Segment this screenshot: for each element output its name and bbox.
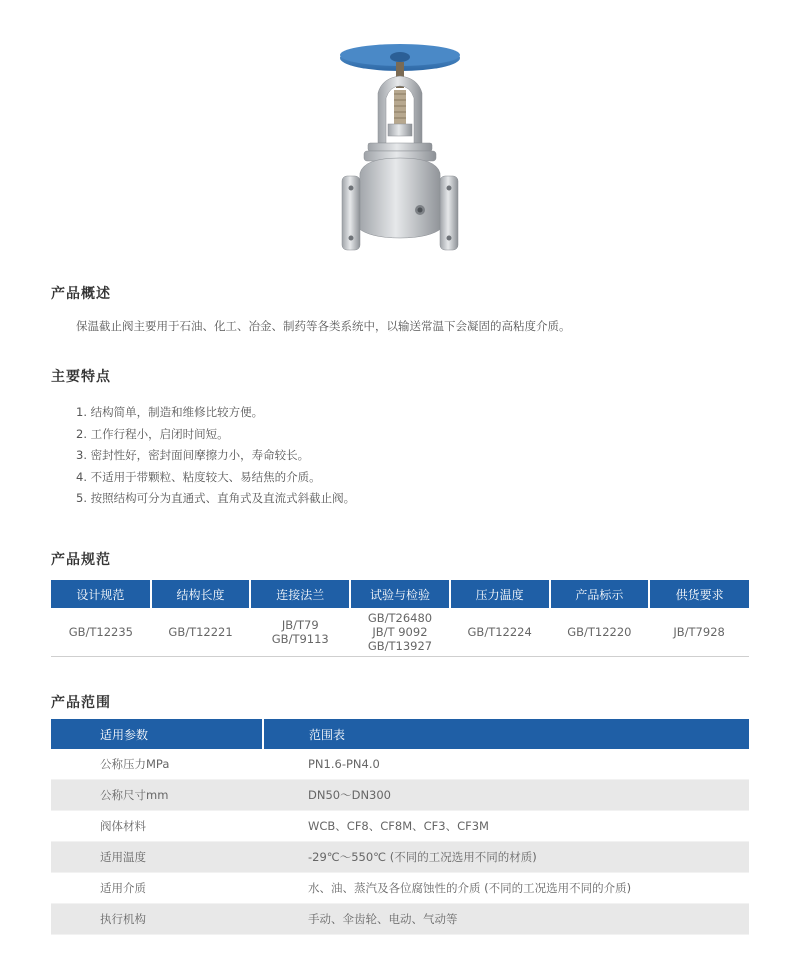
specs-title: 产品规范 xyxy=(51,552,111,568)
specs-header-flange: 连接法兰 xyxy=(250,580,350,608)
range-header-row xyxy=(51,719,749,749)
table-row xyxy=(51,904,749,935)
feature-item: 5. 按照结构可分为直通式、直角式及直流式斜截止阀。 xyxy=(76,491,356,505)
overview-title: 产品概述 xyxy=(51,286,111,302)
table-row xyxy=(51,811,749,842)
range-value: PN1.6-PN4.0 xyxy=(308,757,380,771)
specs-table xyxy=(51,580,749,657)
feature-item: 3. 密封性好，密封面间摩擦力小，寿命较长。 xyxy=(76,448,310,462)
specs-header-marking: 产品标示 xyxy=(550,580,650,608)
range-param: 执行机构 xyxy=(51,904,263,935)
specs-header-length: 结构长度 xyxy=(151,580,251,608)
range-value: 水、油、蒸汽及各位腐蚀性的介质 (不同的工况选用不同的介质) xyxy=(308,881,632,895)
spec-marking: GB/T12220 xyxy=(550,608,650,657)
range-header-param: 适用参数 xyxy=(51,719,263,749)
feature-item: 4. 不适用于带颗粒、粘度较大、易结焦的介质。 xyxy=(76,469,321,484)
spec-length: GB/T12221 xyxy=(151,608,251,657)
spec-pressure: GB/T12224 xyxy=(450,608,550,657)
range-param: 适用介质 xyxy=(100,881,146,895)
spec-test xyxy=(350,608,450,657)
specs-header-pressure: 压力温度 xyxy=(450,580,550,608)
spec-flange-line: JB/T79 xyxy=(281,618,319,632)
range-title: 产品范围 xyxy=(51,695,111,711)
range-param: 阀体材料 xyxy=(100,819,146,833)
features-list xyxy=(76,402,355,510)
specs-header-test: 试验与检验 xyxy=(350,580,450,608)
overview-text: 保温截止阀主要用于石油、化工、冶金、制药等各类系统中，以输送常温下会凝固的高粘度介质。 xyxy=(76,319,571,333)
table-row xyxy=(51,873,749,904)
table-row xyxy=(51,608,749,657)
spec-test-line: GB/T13927 xyxy=(367,639,433,653)
range-table xyxy=(51,719,749,935)
table-row xyxy=(51,780,749,811)
spec-flange-line: GB/T9113 xyxy=(271,632,329,646)
range-param: 公称尺寸mm xyxy=(51,780,263,811)
range-value: -29℃～550℃ (不同的工况选用不同的材质) xyxy=(263,842,749,873)
features-title: 主要特点 xyxy=(51,369,111,385)
table-row xyxy=(51,749,749,780)
globe-valve-image xyxy=(330,38,470,253)
range-value: WCB、CF8、CF8M、CF3、CF3M xyxy=(308,819,489,833)
range-param: 适用温度 xyxy=(51,842,263,873)
range-value: DN50～DN300 xyxy=(263,780,749,811)
spec-test-line: JB/T 9092 xyxy=(372,625,428,639)
specs-header-supply: 供货要求 xyxy=(649,580,749,608)
range-param: 公称压力MPa xyxy=(100,757,170,771)
range-value: 手动、伞齿轮、电动、气动等 xyxy=(263,904,749,935)
spec-flange xyxy=(250,608,350,657)
feature-item: 1. 结构简单，制造和维修比较方便。 xyxy=(76,405,264,419)
specs-header-row xyxy=(51,580,749,608)
spec-supply: JB/T7928 xyxy=(649,608,749,657)
spec-test-line: GB/T26480 xyxy=(367,611,433,625)
range-header-value: 范围表 xyxy=(263,719,749,749)
specs-header-design: 设计规范 xyxy=(51,580,151,608)
spec-design: GB/T12235 xyxy=(51,608,151,657)
feature-item: 2. 工作行程小，启闭时间短。 xyxy=(76,426,229,441)
table-row xyxy=(51,842,749,873)
